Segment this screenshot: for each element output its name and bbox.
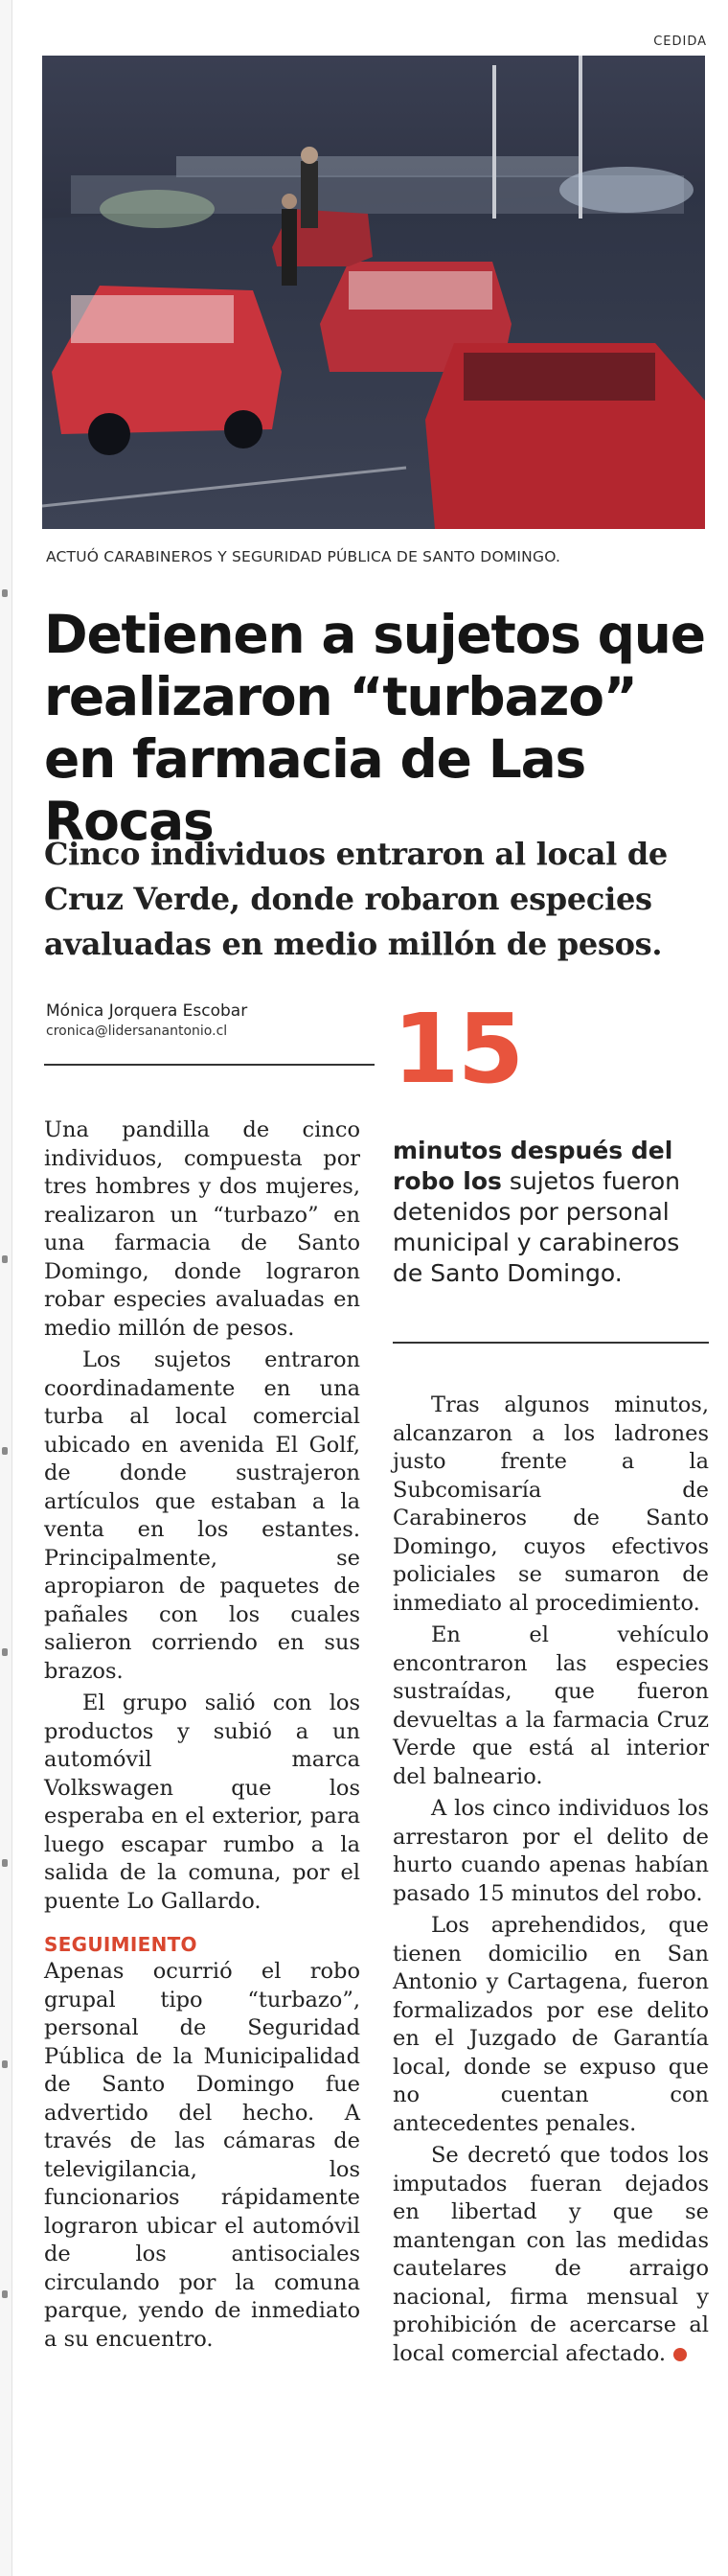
highlight-text <box>393 1136 709 1289</box>
author-name: Mónica Jorquera Escobar <box>46 1001 248 1021</box>
photo-caption: ACTUÓ CARABINEROS Y SEGURIDAD PÚBLICA DE SANTO DOMINGO. <box>46 548 561 565</box>
edge-mark <box>2 1648 8 1656</box>
body-column-left <box>44 1116 360 2358</box>
edge-mark <box>2 1447 8 1455</box>
night-street-scene <box>42 56 705 529</box>
headline: Detienen a sujetos que realizaron “turbazo” en farmacia de Las Rocas <box>44 604 705 852</box>
body-paragraph: El grupo salió con los productos y subió a un automóvil marca Volkswagen que los esperaba en el exterior, para luego escapar rumbo a la salida de la comuna, por el puente Lo Gallardo. <box>44 1690 360 1914</box>
body-paragraph: Los sujetos entraron coordinadamente en una turba al local comercial ubicado en avenida El Golf, de donde sustrajeron artículos que estaban a la venta en los estantes. Principalmente, se apropiaron de paquetes de pañales con los cuales salieron corriendo en sus brazos. <box>44 1347 360 1684</box>
section-heading: SEGUIMIENTO <box>44 1933 197 1956</box>
edge-mark <box>2 2060 8 2068</box>
body-paragraph: Apenas ocurrió el robo grupal tipo “turbazo”, personal de Seguridad Pública de la Municipalidad de Santo Domingo fue advertido del hecho. A través de las cámaras de televigilancia, los funcionarios rápidamente lograron ubicar el automóvil de los antisociales circulando por la comuna parque, yendo de inmediato a su encuentro. <box>44 1959 360 2352</box>
end-mark-icon: ✿ <box>673 2348 687 2361</box>
highlight-body: sujetos fueron detenidos por personal municipal y carabineros de Santo Domingo. <box>393 1167 681 1287</box>
edge-mark <box>2 589 8 597</box>
byline-divider <box>44 1064 375 1066</box>
news-photo <box>42 56 705 529</box>
highlight-number: 15 <box>393 993 523 1105</box>
edge-mark <box>2 2290 8 2298</box>
body-column-right <box>393 1392 720 2372</box>
byline <box>46 1001 247 1039</box>
edge-mark <box>2 1859 8 1867</box>
highlight-divider <box>393 1342 709 1344</box>
body-paragraph: Tras algunos minutos, alcanzaron a los ladrones justo frente a la Subcomisaría de Carabineros de Santo Domingo, cuyos efectivos policiales se sumaron de inmediato al procedimiento. <box>393 1392 709 1616</box>
body-paragraph: Una pandilla de cinco individuos, compuesta por tres hombres y dos mujeres, realizaron un “turbazo” en una farmacia de Santo Domingo, donde lograron robar especies avaluadas en medio millón de pesos. <box>44 1117 360 1341</box>
body-paragraph-last <box>393 2142 720 2368</box>
page-edge-strip <box>0 0 12 2576</box>
highlight-lead: minutos después del robo los <box>393 1137 673 1195</box>
body-paragraph: Los aprehendidos, que tienen domicilio en San Antonio y Cartagena, fueron formalizados por ese delito en el Juzgado de Garantía local, donde se expuso que no cuentan con antecedentes penales. <box>393 1913 709 2136</box>
closing-text: Se decretó que todos los imputados fueran dejados en libertad y que se mantengan con las medidas cautelares de arraigo nacional, firma mensual y prohibición de acercarse al local comercial afectado. <box>393 2143 709 2366</box>
body-paragraph: En el vehículo encontraron las especies sustraídas, que fueron devueltas a la farmacia Cruz Verde que está al interior del balneario. <box>393 1622 709 1789</box>
author-email[interactable]: cronica@lidersanantonio.cl <box>46 1024 228 1039</box>
photo-credit: CEDIDA <box>653 34 707 49</box>
deck-subheadline: Cinco individuos entraron al local de Cruz Verde, donde robaron especies avaluadas en medio millón de pesos. <box>44 836 668 962</box>
body-paragraph: A los cinco individuos los arrestaron por el delito de hurto cuando apenas habían pasado 15 minutos del robo. <box>393 1796 709 1906</box>
edge-mark <box>2 1255 8 1263</box>
